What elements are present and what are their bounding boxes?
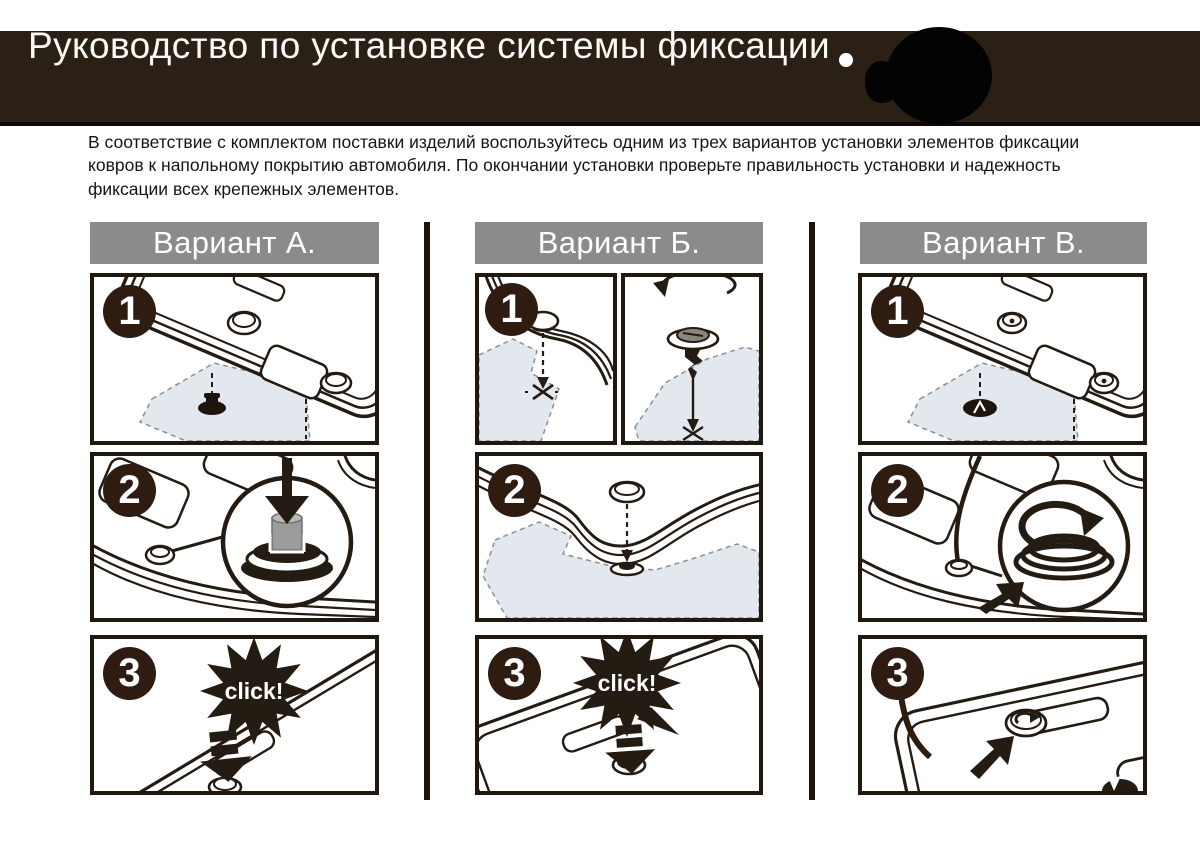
title-period-dot: [839, 53, 853, 67]
panel-a-step1: [90, 273, 379, 445]
intro-paragraph: В соответствие с комплектом поставки изделий воспользуйтесь одним из трех вариантов установки элементов фиксации ковров к напольному покрытию автомобиля. По окончании установки проверьте правильность установки и надежность фиксации всех крепежных элементов.: [88, 132, 1080, 199]
illustration-screw-in-fastener-to-mark: [625, 277, 759, 441]
fastener-circle-icon: [886, 27, 992, 124]
page-title: [28, 0, 853, 91]
panel-a-step3: [90, 635, 379, 795]
panel-b-step3: [475, 635, 763, 795]
page-title-text: Руководство по установке системы фиксации: [28, 24, 831, 66]
step-badge: 2: [103, 464, 156, 517]
step-badge: 1: [485, 283, 538, 336]
step-badge: 1: [871, 285, 924, 338]
step-badge: 2: [488, 464, 541, 517]
step-badge: 3: [871, 647, 924, 700]
variant-c-header: Вариант В.: [860, 222, 1147, 264]
click-burst-label: click!: [597, 670, 657, 696]
variant-b-header: Вариант Б.: [475, 222, 763, 264]
step-badge: 1: [103, 285, 156, 338]
column-divider: [424, 222, 430, 800]
panel-a-step2: [90, 452, 379, 622]
step-badge: 3: [488, 647, 541, 700]
panel-c-step3: [858, 635, 1147, 795]
column-divider: [809, 222, 815, 800]
step-badge: 3: [103, 647, 156, 700]
panel-b-step2: [475, 452, 763, 622]
panel-b-step1-right: [621, 273, 763, 445]
panel-c-step2: [858, 452, 1147, 622]
step-badge: 2: [871, 464, 924, 517]
click-burst-label: click!: [224, 678, 284, 704]
variant-a-header: Вариант А.: [90, 222, 379, 264]
panel-b-step1-left: [475, 273, 617, 445]
panel-c-step1: [858, 273, 1147, 445]
